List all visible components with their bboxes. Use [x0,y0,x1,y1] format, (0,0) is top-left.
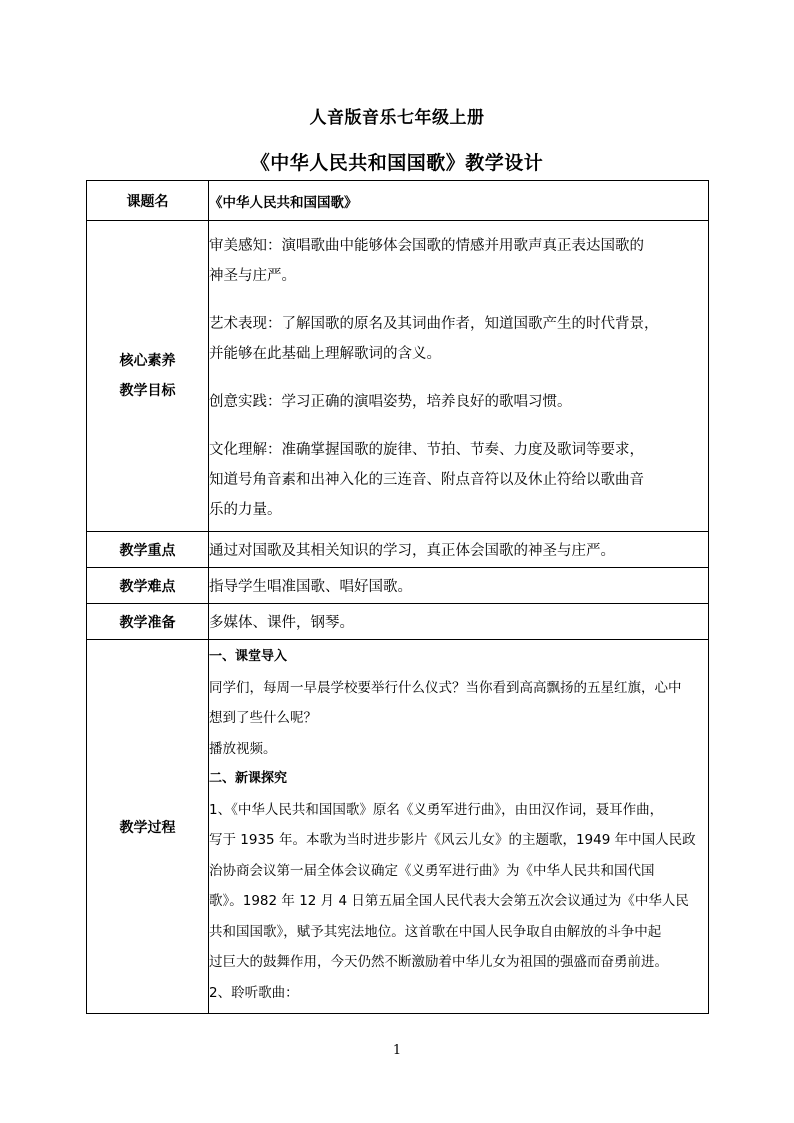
objective-creative-line1: 创意实践：学习正确的演唱姿势，培养良好的歌唱习惯。 [209,394,572,410]
objective-aesthetic-line2: 神圣与庄严。 [209,268,296,284]
objectives-content [209,221,709,532]
topic-value: 《中华人民共和国国歌》 [209,181,709,221]
objectives-label-line2: 教学目标 [119,383,176,399]
process-section1-line: 播放视频。 [209,740,277,757]
document-subtitle: 《中华人民共和国国歌》教学设计 [250,152,544,174]
objective-artistic-line1: 艺术表现：了解国歌的原名及其词曲作者，知道国歌产生的时代背景， [209,316,659,332]
process-section2-line: 共和国国歌》，赋予其宪法地位。这首歌在中国人民争取自由解放的斗争中起 [209,923,662,940]
objectives-label [87,221,209,532]
objectives-label-line1: 核心素养 [119,353,176,369]
process-section2-line: 歌》。1982 年 12 月 4 日第五届全国人民代表大会第五次会议通过为《中华人民 [209,893,689,909]
objective-artistic [209,309,708,369]
process-section2-heading: 二、新课探究 [209,771,288,786]
process-section1-heading: 一、课堂导入 [209,649,288,664]
objective-cultural-line2: 知道号角音素和出神入化的三连音、附点音符以及休止符给以歌曲音 [209,472,644,488]
table-row-topic [87,181,709,221]
lesson-plan-table [86,180,709,1014]
key-points-value: 通过对国歌及其相关知识的学习，真正体会国歌的神圣与庄严。 [209,532,709,568]
objective-aesthetic-line1: 审美感知：演唱歌曲中能够体会国歌的情感并用歌声真正表达国歌的 [209,238,644,254]
process-section2-line: 写于 1935 年。本歌为当时进步影片《风云儿女》的主题歌，1949 年中国人民政 [209,832,696,848]
process-content [209,640,709,1014]
objective-artistic-line2: 并能够在此基础上理解歌词的含义。 [209,346,441,362]
key-points-label: 教学重点 [87,532,209,568]
process-section2-line: 过巨大的鼓舞作用，今天仍然不断激励着中华儿女为祖国的强盛而奋勇前进。 [209,954,668,970]
process-section2-line: 治协商会议第一届全体会议确定《义勇军进行曲》为《中华人民共和国代国 [209,862,655,879]
objective-aesthetic [209,231,708,291]
difficulties-label: 教学难点 [87,568,209,604]
process-section2-line: 1、《中华人民共和国国歌》原名《义勇军进行曲》，由田汉作词，聂耳作曲， [209,801,664,818]
objective-cultural [209,435,708,525]
page-number: 1 [392,1043,402,1058]
process-section2-line: 2、聆听歌曲： [209,984,299,1001]
document-title: 人音版音乐七年级上册 [309,108,485,128]
preparation-value: 多媒体、课件，钢琴。 [209,604,709,640]
process-label: 教学过程 [87,640,209,1014]
table-row-difficulties [87,568,709,604]
table-row-key-points [87,532,709,568]
difficulties-value: 指导学生唱准国歌、唱好国歌。 [209,568,709,604]
objective-creative [209,387,708,417]
objective-cultural-line3: 乐的力量。 [209,502,282,518]
table-row-preparation [87,604,709,640]
table-row-process [87,640,709,1014]
objective-cultural-line1: 文化理解：准确掌握国歌的旋律、节拍、节奏、力度及歌词等要求， [209,442,644,458]
topic-label: 课题名 [87,181,209,221]
process-section1-line: 同学们，每周一早晨学校要举行什么仪式？当你看到高高飘扬的五星红旗，心中 [209,679,682,696]
preparation-label: 教学准备 [87,604,209,640]
process-section1-line: 想到了些什么呢？ [209,710,317,726]
table-row-objectives [87,221,709,532]
